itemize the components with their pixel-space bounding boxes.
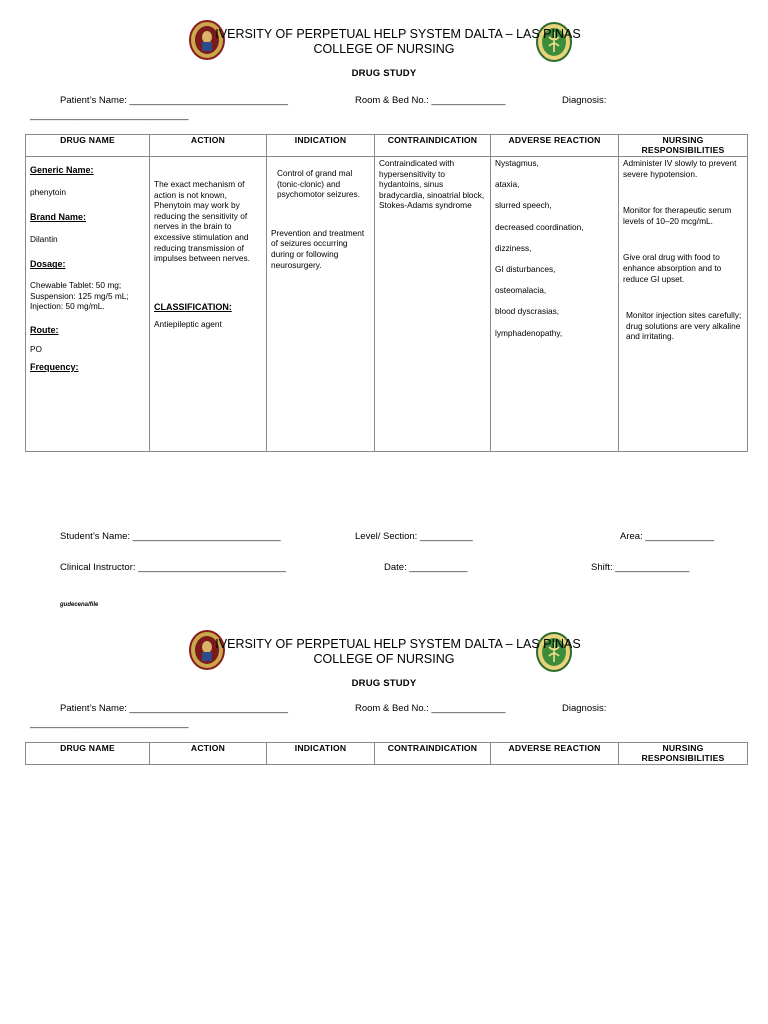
header-adverse-reaction: ADVERSE REACTION	[491, 743, 619, 765]
adverse-reaction-cell	[491, 157, 619, 452]
drug-study-table	[25, 742, 748, 765]
header-drug-name: DRUG NAME	[26, 743, 150, 765]
nursing-responsibility-item: Monitor injection sites carefully; drug solutions are very alkaline and irritating.	[626, 310, 742, 342]
nursing-responsibility-item: Monitor for therapeutic serum levels of 10–20 mcg/mL.	[623, 205, 732, 226]
header-indication: INDICATION	[267, 743, 375, 765]
university-name: IVERSITY OF PERPETUAL HELP SYSTEM DALTA – LAS PINAS	[215, 27, 581, 41]
college-name: COLLEGE OF NURSING	[313, 42, 455, 56]
header-adverse-reaction: ADVERSE REACTION	[491, 135, 619, 157]
frequency-label: Frequency:	[30, 361, 79, 372]
signature-note: gudecena/file	[60, 602, 99, 608]
indication-item-2: Prevention and treatment of seizures occurring during or following neurosurgery.	[271, 227, 365, 270]
drug-name-cell	[26, 157, 150, 452]
diagnosis-label: Diagnosis:	[562, 703, 607, 714]
contraindication-cell	[375, 157, 491, 452]
student-name-field: Student’s Name: ____________________________	[60, 531, 281, 542]
shift-field: Shift: ______________	[591, 562, 690, 573]
clinical-instructor-field: Clinical Instructor: ____________________________	[60, 562, 287, 573]
diagnosis-line: ______________________________	[30, 718, 189, 729]
level-section-field: Level/ Section: __________	[355, 531, 473, 542]
college-name: COLLEGE OF NURSING	[313, 652, 455, 666]
nursing-responsibility-item: Administer IV slowly to prevent severe hypotension.	[623, 158, 737, 179]
header-action: ACTION	[150, 135, 267, 157]
adverse-reaction-item: decreased coordination,	[495, 221, 584, 232]
generic-name-label: Generic Name:	[30, 165, 94, 175]
nursing-responsibility-item: Give oral drug with food to enhance absorption and to reduce GI upset.	[623, 252, 722, 284]
adverse-reaction-item: blood dyscrasias,	[495, 306, 560, 317]
adverse-reaction-item: GI disturbances,	[495, 263, 556, 274]
classification-value: Antiepileptic agent	[154, 319, 222, 330]
drug-study-table	[25, 134, 748, 452]
adverse-reaction-item: ataxia,	[495, 179, 520, 190]
nursing-responsibilities-cell	[619, 157, 748, 452]
dosage-value: Chewable Tablet: 50 mg; Suspension: 125 mg/5 mL; Injection: 50 mg/mL.	[30, 279, 129, 312]
adverse-reaction-item: dizziness,	[495, 242, 532, 253]
university-name: IVERSITY OF PERPETUAL HELP SYSTEM DALTA – LAS PINAS	[215, 637, 581, 651]
document-title: DRUG STUDY	[351, 678, 417, 689]
drug-study-page-2	[0, 610, 768, 1024]
patient-name-field: Patient’s Name: ______________________________	[60, 703, 289, 714]
patient-name-field: Patient’s Name: ______________________________	[60, 95, 289, 106]
adverse-reaction-item: osteomalacia,	[495, 285, 547, 296]
header-contraindication: CONTRAINDICATION	[375, 135, 491, 157]
area-field: Area: _____________	[620, 531, 715, 542]
document-title: DRUG STUDY	[351, 68, 417, 79]
brand-name-label: Brand Name:	[30, 212, 87, 223]
form-header	[0, 0, 768, 79]
brand-name-value: Dilantin	[30, 233, 58, 244]
action-text: The exact mechanism of action is not known, Phenytoin may work by reducing the sensitivity of nerves in the brain to excessive stimulation and reducing transmission of impulses between nerves.	[154, 179, 250, 264]
indication-item-1: Control of grand mal (tonic-clonic) and psychomotor seizures.	[277, 168, 361, 200]
dosage-label: Dosage:	[30, 259, 66, 270]
header-nursing-responsibilities: NURSING RESPONSIBILITIES	[619, 135, 748, 157]
route-value: PO	[30, 344, 42, 355]
adverse-reaction-item: lymphadenopathy,	[495, 327, 563, 338]
action-cell	[150, 157, 267, 452]
contraindication-text: Contraindicated with hypersensitivity to hydantoins, sinus bradycardia, sinoatrial block, Stokes-Adams syndrome	[379, 158, 485, 211]
date-field: Date: ___________	[384, 562, 468, 573]
indication-cell	[267, 157, 375, 452]
room-bed-field: Room & Bed No.: ______________	[355, 703, 506, 714]
classification-label: CLASSIFICATION:	[154, 301, 232, 312]
header-nursing-responsibilities: NURSING RESPONSIBILITIES	[619, 743, 748, 765]
diagnosis-label: Diagnosis:	[562, 95, 607, 106]
generic-name-value: phenytoin	[30, 186, 66, 197]
header-indication: INDICATION	[267, 135, 375, 157]
adverse-reaction-item: slurred speech,	[495, 200, 552, 211]
room-bed-field: Room & Bed No.: ______________	[355, 95, 506, 106]
route-label: Route:	[30, 324, 59, 335]
header-contraindication: CONTRAINDICATION	[375, 743, 491, 765]
adverse-reaction-item: Nystagmus,	[495, 158, 539, 168]
header-drug-name: DRUG NAME	[26, 135, 150, 157]
diagnosis-line: ______________________________	[30, 110, 189, 121]
form-header	[0, 610, 768, 689]
header-action: ACTION	[150, 743, 267, 765]
